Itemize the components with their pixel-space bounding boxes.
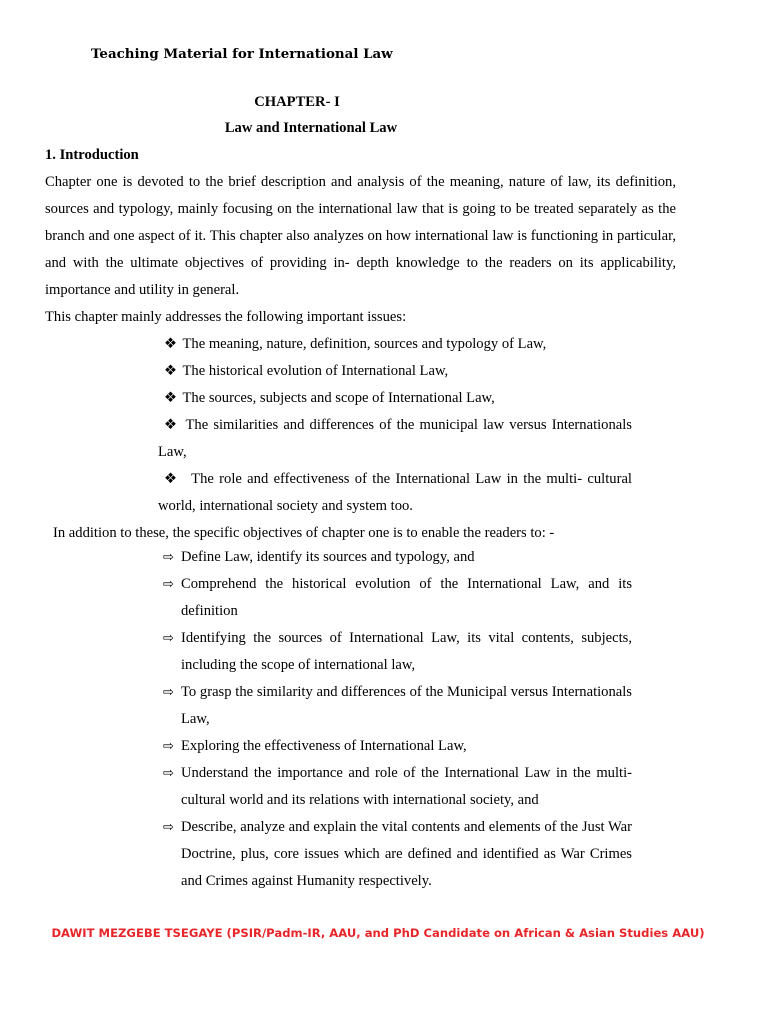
objective-item: ⇨ Describe, analyze and explain the vital contents and elements of the Just War Doctrine, plus, core issues which are defined and identified as War Crimes and Crimes against Humanity respectively. [163, 814, 632, 895]
issue-item: ❖ The role and effectiveness of the International Law in the multi- cultural world, international society and system too. [158, 471, 632, 514]
objective-item: ⇨ To grasp the similarity and differences of the Municipal versus Internationals Law, [163, 679, 632, 733]
diamond-bullet-icon: ❖ [164, 363, 178, 379]
objectives-list [163, 544, 632, 895]
issue-item: ❖ The similarities and differences of the municipal law versus Internationals Law, [158, 417, 632, 460]
document-header-title: Teaching Material for International Law [91, 46, 393, 62]
arrow-right-icon: ⇨ [163, 685, 174, 700]
chapter-label: CHAPTER- I [254, 94, 340, 110]
arrow-right-icon: ⇨ [163, 550, 174, 565]
section-heading: 1. Introduction [45, 147, 139, 163]
issues-list [158, 331, 632, 520]
intro-paragraph: Chapter one is devoted to the brief description and analysis of the meaning, nature of law, its definition, sources and typology, mainly focusing on the international law that is going to be treated separately as the branch and one aspect of it. This chapter also analyzes on how international law is functioning in particular, and with the ultimate objectives of providing in- depth knowledge to the readers on its applicability, importance and utility in general. [45, 174, 676, 298]
diamond-bullet-icon: ❖ [164, 390, 178, 406]
issue-item: ❖ The sources, subjects and scope of International Law, [158, 385, 632, 412]
issue-item: ❖ The historical evolution of International Law, [158, 358, 632, 385]
diamond-bullet-icon: ❖ [164, 336, 178, 352]
objective-item: ⇨ Understand the importance and role of the International Law in the multi- cultural world and its relations with international society, and [163, 760, 632, 814]
objective-item: ⇨ Comprehend the historical evolution of the International Law, and its definition [163, 571, 632, 625]
footer-credit: DAWIT MEZGEBE TSEGAYE (PSIR/Padm-IR, AAU, and PhD Candidate on African & Asian Studies AAU) [51, 926, 705, 940]
objective-item: ⇨ Define Law, identify its sources and typology, and [163, 544, 632, 571]
objective-item: ⇨ Exploring the effectiveness of International Law, [163, 733, 632, 760]
arrow-right-icon: ⇨ [163, 820, 174, 835]
issue-item: ❖ The meaning, nature, definition, sources and typology of Law, [158, 331, 632, 358]
arrow-right-icon: ⇨ [163, 631, 174, 646]
diamond-bullet-icon: ❖ [164, 471, 179, 487]
objectives-lead: In addition to these, the specific objectives of chapter one is to enable the readers to: - [53, 525, 555, 541]
issues-lead: This chapter mainly addresses the following important issues: [45, 309, 407, 325]
chapter-title: Law and International Law [224, 120, 398, 136]
arrow-right-icon: ⇨ [163, 766, 174, 781]
objective-item: ⇨ Identifying the sources of International Law, its vital contents, subjects, including the scope of international law, [163, 625, 632, 679]
diamond-bullet-icon: ❖ [164, 417, 179, 433]
arrow-right-icon: ⇨ [163, 577, 174, 592]
arrow-right-icon: ⇨ [163, 739, 174, 754]
